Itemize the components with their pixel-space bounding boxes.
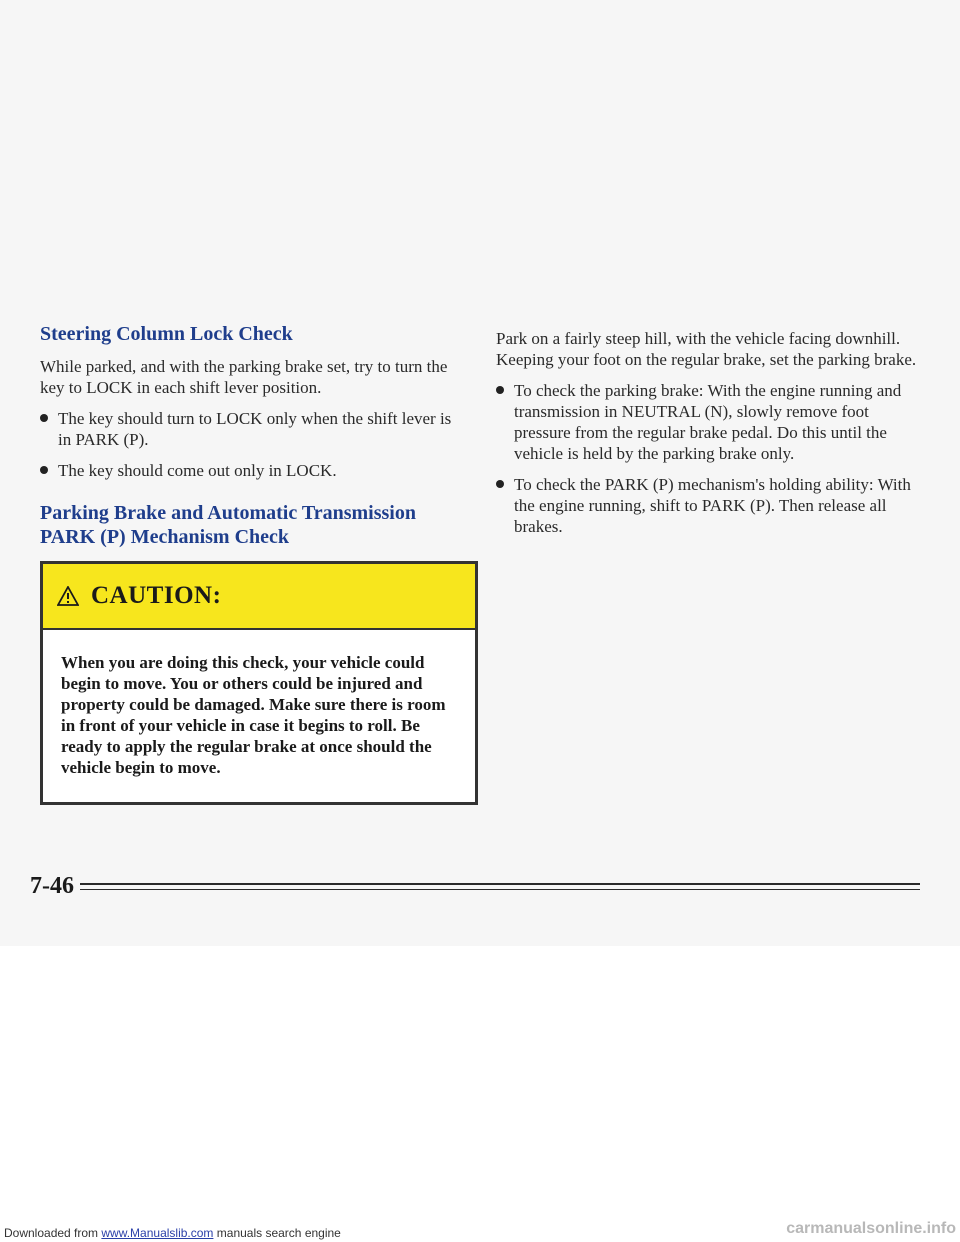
download-watermark <box>4 1226 341 1240</box>
right-column <box>496 328 926 547</box>
bullet-icon <box>496 386 504 394</box>
heading-steering-column-lock-check: Steering Column Lock Check <box>40 323 293 345</box>
list-item <box>40 408 460 450</box>
list-item <box>496 474 926 537</box>
page-number: 7-46 <box>30 872 74 899</box>
page-footer <box>30 866 920 906</box>
caution-text: When you are doing this check, your vehicle could begin to move. You or others could be injured and property could be damaged. Make sure there is room in front of your vehicle in case it begins to roll. Be ready to apply the regular brake at once should the vehicle begin to move. <box>61 653 446 777</box>
park-on-hill-paragraph: Park on a fairly steep hill, with the vehicle facing downhill. Keeping your foot on the regular brake, set the parking brake. <box>496 329 917 369</box>
bullet-icon <box>496 480 504 488</box>
list-item-text: The key should turn to LOCK only when the shift lever is in PARK (P). <box>58 409 452 449</box>
watermark-suffix: manuals search engine <box>213 1226 341 1240</box>
heading-parking-brake-line1: Parking Brake and Automatic Transmission <box>40 502 416 524</box>
bullet-icon <box>40 414 48 422</box>
caution-title: CAUTION: <box>91 582 222 609</box>
site-watermark: carmanualsonline.info <box>786 1220 956 1237</box>
list-item-text: To check the PARK (P) mechanism's holding ability: With the engine running, shift to PARK (P). Then release all brakes. <box>514 475 911 536</box>
caution-box <box>40 561 478 805</box>
steering-lock-paragraph: While parked, and with the parking brake set, try to turn the key to LOCK in each shift lever position. <box>40 357 448 397</box>
manualslib-link[interactable]: www.Manualslib.com <box>101 1226 214 1240</box>
left-column <box>40 322 460 805</box>
list-item <box>40 460 460 481</box>
list-item-text: To check the parking brake: With the engine running and transmission in NEUTRAL (N), slowly remove foot pressure from the regular brake pedal. Do this until the vehicle is held by the parking brake only. <box>514 381 902 463</box>
heading-parking-brake-line2: PARK (P) Mechanism Check <box>40 526 290 548</box>
warning-triangle-icon <box>57 586 79 606</box>
caution-header <box>43 564 475 630</box>
list-item-text: The key should come out only in LOCK. <box>58 461 337 480</box>
list-item <box>496 380 926 464</box>
watermark-prefix: Downloaded from <box>4 1226 102 1240</box>
bullet-icon <box>40 466 48 474</box>
footer-divider <box>80 883 920 890</box>
